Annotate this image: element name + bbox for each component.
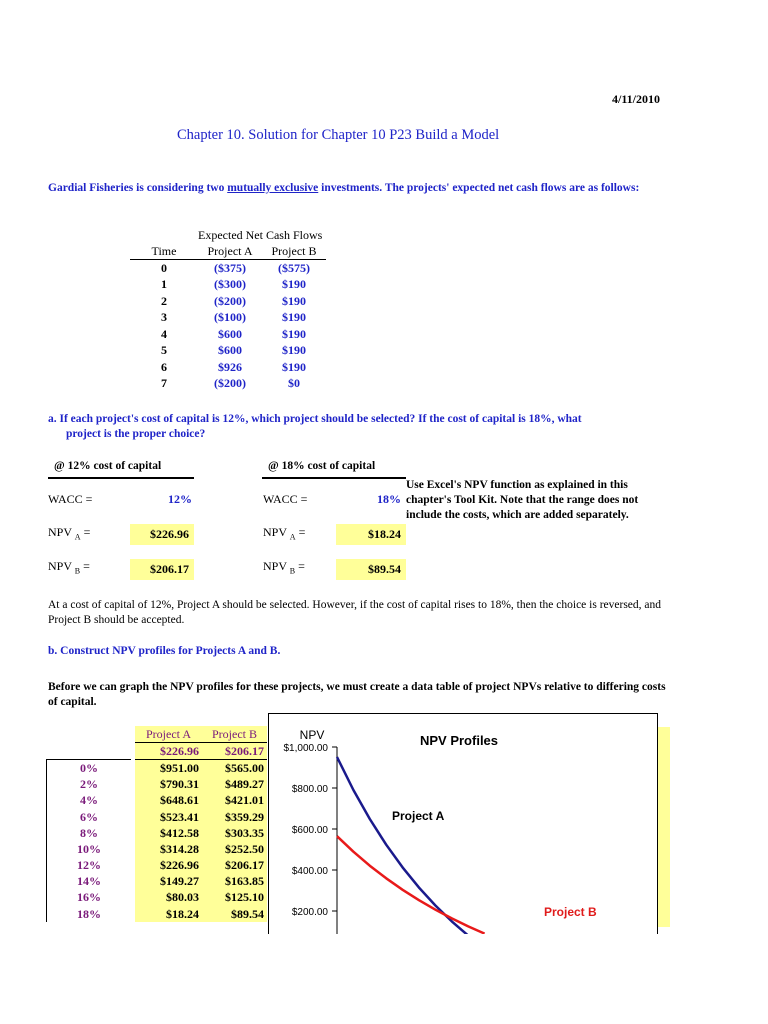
npv-a-value-18: $18.24 (336, 524, 406, 545)
table-header (130, 244, 326, 260)
question-a: a. If each project's cost of capital is 12%, which project should be selected? If the cost of capital is 18%, what project is the proper choice? (48, 413, 582, 440)
wacc-label-18: WACC = (263, 492, 308, 506)
y-tick-label: $400.00 (291, 866, 328, 877)
npv-a-value-12: $226.96 (130, 524, 194, 545)
table-row: 18% $18.24 $89.54 (47, 906, 268, 922)
col-time: Time (151, 244, 177, 258)
page-title: Chapter 10. Solution for Chapter 10 P23 Build a Model (177, 127, 500, 143)
table-row: 6% $523.41 $359.29 (47, 809, 268, 825)
cash-flow-caption: Expected Net Cash Flows (198, 228, 323, 242)
col-project-b: Project B (262, 244, 326, 260)
cash-flow-table (130, 244, 326, 392)
y-axis-label: NPV (299, 728, 325, 742)
y-tick-label: $1,000.00 (283, 743, 328, 754)
y-tick-label: $600.00 (291, 825, 328, 836)
table-row: 2 ($200) $190 (161, 293, 306, 308)
table-row: 3 ($100) $190 (161, 310, 306, 325)
series-label-project-b: Project B (544, 905, 597, 919)
series-label-project-a: Project A (392, 809, 445, 823)
intro-underlined: mutually exclusive (227, 182, 319, 194)
y-tick-label: $200.00 (291, 907, 328, 918)
series-line-project-a (337, 757, 485, 934)
npv-a-label-18: NPV $_A$ = (263, 525, 306, 542)
intro-text: Gardial Fisheries is considering two mutually exclusive investments. The projects' expected net cash flows are as follows: (48, 182, 640, 194)
table-row: 4 $600 $190 (161, 326, 306, 341)
date: 4/11/2010 (612, 92, 661, 106)
table-row: $226.96 $206.17 (47, 743, 268, 760)
table-row: 12% $226.96 $206.17 (47, 858, 268, 874)
table-row: 16% $80.03 $125.10 (47, 890, 268, 906)
npv-a-label-12: NPV $_A$ = (48, 525, 91, 542)
before-graph-text: Before we can graph the NPV profiles for these projects, we must create a data table of project NPVs relative to differing costs of capital. (48, 681, 666, 708)
table-row: 0% $951.00 $565.00 (47, 760, 268, 777)
npv-b-value-18: $89.54 (336, 559, 406, 580)
table-row: 6 $926 $190 (161, 359, 306, 374)
divider (48, 477, 194, 479)
divider (262, 477, 406, 479)
chart-title: NPV Profiles (419, 733, 499, 748)
npv-note: Use Excel's NPV function as explained in this chapter's Tool Kit. Note that the range does not include the costs, which are added separately. (406, 479, 639, 521)
table-row: 8% $412.58 $303.35 (47, 825, 268, 841)
npv-profiles-chart (268, 713, 658, 934)
col-project-a: Project A (135, 726, 202, 743)
table-row: 2% $790.31 $489.27 (47, 777, 268, 793)
wacc-value-18: 18% (377, 492, 401, 506)
table-row: 14% $149.27 $163.85 (47, 874, 268, 890)
table-row: 4% $648.61 $421.01 (47, 793, 268, 809)
npv-data-table (46, 726, 267, 922)
table-row: 5 $600 $190 (161, 343, 306, 358)
wacc-value-12: 12% (168, 492, 192, 506)
question-b: b. Construct NPV profiles for Projects A and B. (48, 645, 281, 657)
col-project-b: Project B (202, 726, 267, 743)
y-tick-label: $800.00 (291, 784, 328, 795)
npv-b-label-18: NPV $_B$ = (263, 559, 305, 576)
heading-12: @ 12% cost of capital (54, 460, 162, 472)
heading-18: @ 18% cost of capital (268, 460, 376, 472)
npv-b-label-12: NPV $_B$ = (48, 559, 90, 576)
conclusion-text: At a cost of capital of 12%, Project A should be selected. However, if the cost of capital rises to 18%, then the choice is reversed, and Project B should be accepted. (48, 599, 662, 626)
col-project-a: Project A (198, 244, 262, 260)
table-row: 0 ($375) ($575) (130, 260, 326, 277)
npv-b-value-12: $206.17 (130, 559, 194, 580)
table-row: 1 ($300) $190 (161, 277, 306, 292)
highlight-strip (656, 727, 670, 927)
series-line-project-b (337, 836, 485, 933)
wacc-label-12: WACC = (48, 492, 93, 506)
table-row: 10% $314.28 $252.50 (47, 841, 268, 857)
chart-svg (269, 714, 657, 934)
table-row: 7 ($200) $0 (161, 376, 300, 391)
table-header (47, 726, 268, 743)
